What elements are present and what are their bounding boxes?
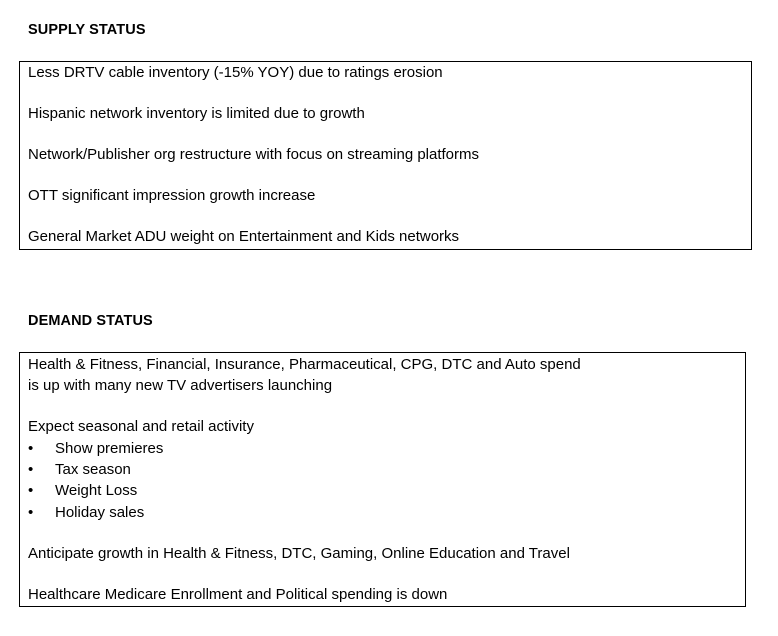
bullet-list-item xyxy=(28,439,163,458)
bullet-text: Show premieres xyxy=(55,440,164,457)
spending-down-line: Healthcare Medicare Enrollment and Political spending is down xyxy=(28,586,448,603)
bullet-icon: • xyxy=(28,504,34,521)
supply-item: Network/Publisher org restructure with focus on streaming platforms xyxy=(28,146,480,163)
bullet-text: Weight Loss xyxy=(55,482,138,499)
demand-status-heading: DEMAND STATUS xyxy=(28,313,153,329)
demand-status-box xyxy=(19,352,746,607)
bullet-text: Holiday sales xyxy=(55,504,145,521)
growth-line: Anticipate growth in Health & Fitness, DTC, Gaming, Online Education and Travel xyxy=(28,545,570,562)
demand-paragraph-line: Health & Fitness, Financial, Insurance, Pharmaceutical, CPG, DTC and Auto spend xyxy=(28,356,581,373)
bullet-text: Tax season xyxy=(55,461,131,478)
supply-item: Less DRTV cable inventory (-15% YOY) due to ratings erosion xyxy=(28,64,443,81)
supply-item: General Market ADU weight on Entertainment and Kids networks xyxy=(28,228,460,245)
bullet-list-item xyxy=(28,481,137,500)
supply-item: Hispanic network inventory is limited due to growth xyxy=(28,105,365,122)
demand-paragraph-line: is up with many new TV advertisers launching xyxy=(28,377,333,394)
seasonal-intro: Expect seasonal and retail activity xyxy=(28,418,254,435)
bullet-list-item xyxy=(28,460,131,479)
supply-item: OTT significant impression growth increase xyxy=(28,187,316,204)
bullet-list-item xyxy=(28,503,144,522)
bullet-icon: • xyxy=(28,482,34,499)
bullet-icon: • xyxy=(28,440,34,457)
supply-status-box xyxy=(19,61,752,250)
supply-status-heading: SUPPLY STATUS xyxy=(28,22,146,38)
bullet-icon: • xyxy=(28,461,34,478)
